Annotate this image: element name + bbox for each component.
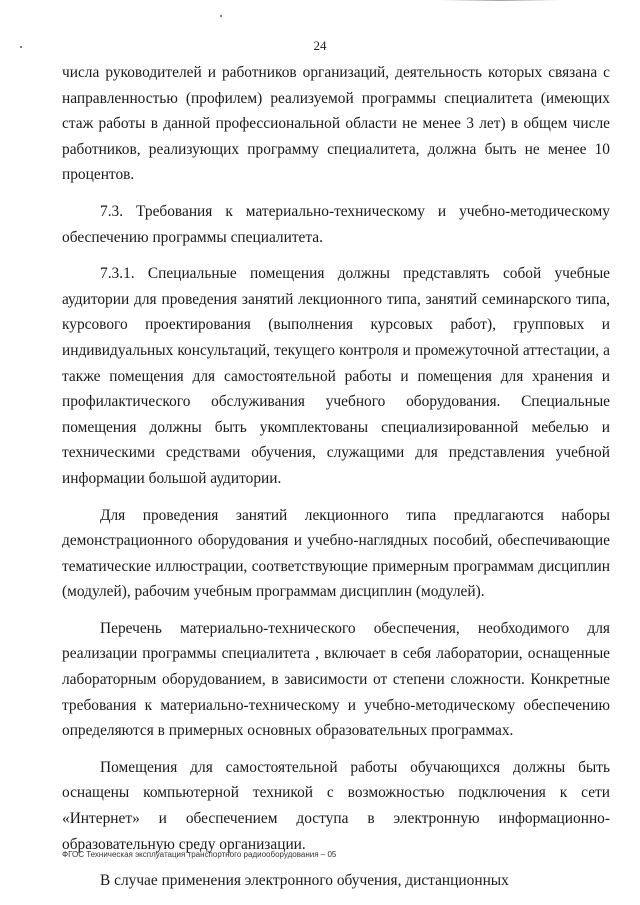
paragraph-material-list: Перечень материально-технического обеспечения, необходимого для реализации программы специалитета , включает в себя лаборатории, оснащенные лабораторным оборудованием, в зависимости от степени сложности. Конкретные требования к материально-техническому и учебно-методическому обеспечению определяются в примерных основных образовательных программах. <box>62 619 610 740</box>
document-body <box>62 60 610 894</box>
paragraph-self-study-rooms: Помещения для самостоятельной работы обучающихся должны быть оснащены компьютерной техникой с возможностью подключения к сети «Интернет» и обеспечением доступа в электронную информационно-образовательную среду организации. <box>62 758 610 853</box>
document-footer: ФГОС Техническая эксплуатация транспортного радиооборудования – 05 <box>62 850 337 859</box>
paragraph-section-7-3-1: 7.3.1. Специальные помещения должны представлять собой учебные аудитории для проведения занятий лекционного типа, занятий семинарского типа, курсового проектирования (выполнения курсовых работ), групповых и индивидуальных консультаций, текущего контроля и промежуточной аттестации, а также помещения для самостоятельной работы и помещения для хранения и профилактического обслуживания учебного оборудования. Специальные помещения должны быть укомплектованы специализированной мебелью и техническими средствами обучения, служащими для представления учебной информации большой аудитории. <box>62 265 610 487</box>
paragraph-lecture-equipment: Для проведения занятий лекционного типа предлагаются наборы демонстрационного оборудования и учебно-наглядных пособий, обеспечивающие тематические иллюстрации, соответствующие примерным программам дисциплин (модулей), рабочим учебным программам дисциплин (модулей). <box>62 506 610 601</box>
paragraph-section-7-3: 7.3. Требования к материально-техническому и учебно-методическому обеспечению программы специалитета. <box>62 202 610 246</box>
scan-speck <box>220 15 222 17</box>
paragraph-continuation: числа руководителей и работников организаций, деятельность которых связана с направленностью (профилем) реализуемой программы специалитета (имеющих стаж работы в данной профессиональной области не менее 3 лет) в общем числе работников, реализующих программу специалитета, должна быть не менее 10 процентов. <box>62 64 610 184</box>
scan-edge-mark <box>440 0 560 1</box>
page-number: 24 <box>313 38 327 53</box>
paragraph-e-learning: В случае применения электронного обучения, дистанционных <box>100 872 509 890</box>
